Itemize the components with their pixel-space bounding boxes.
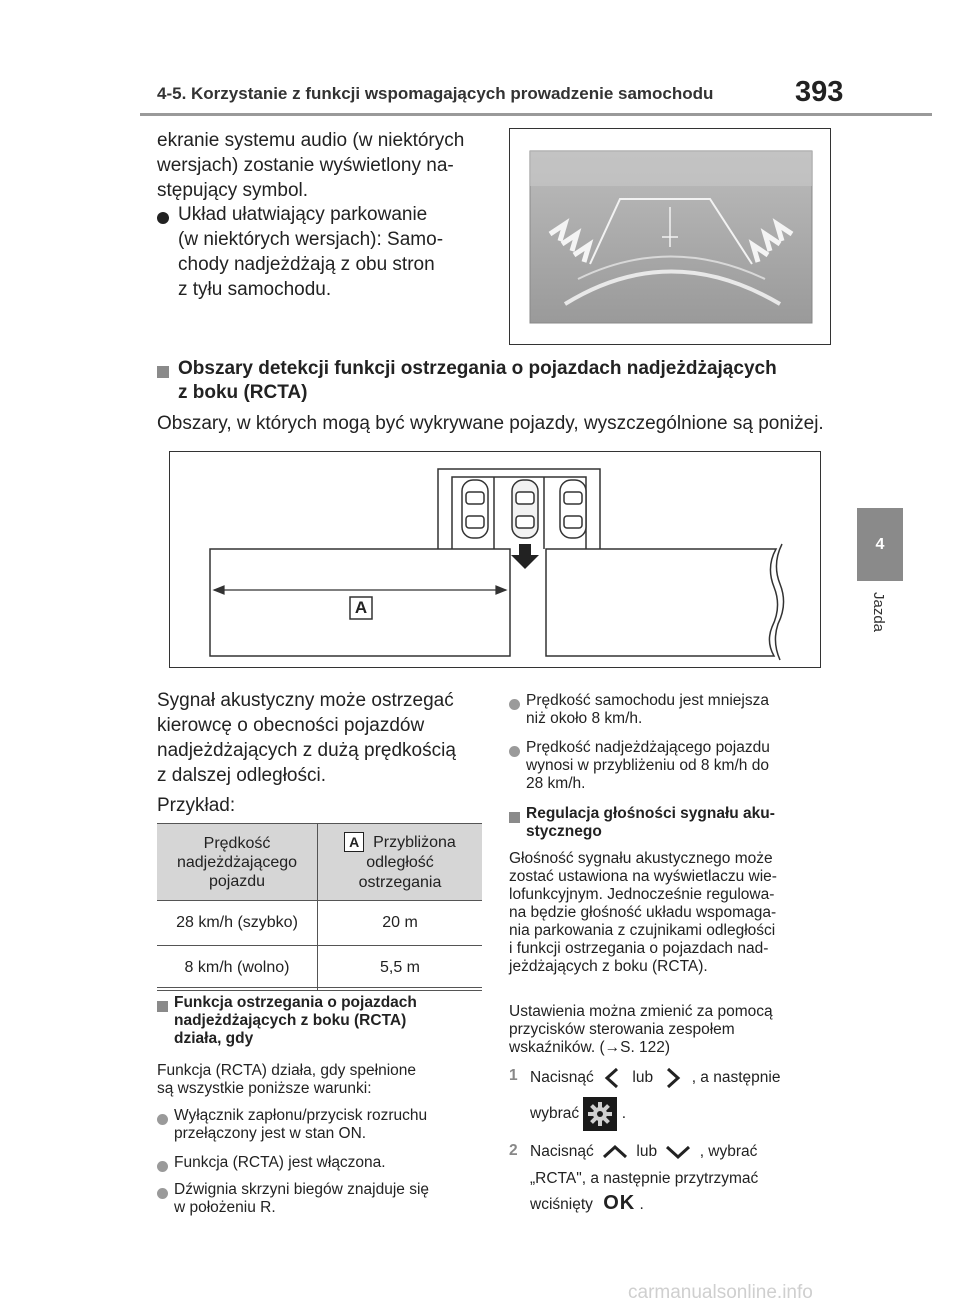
bullet-dot-icon xyxy=(157,1186,168,1204)
condition-item: Funkcja (RCTA) jest włączona. xyxy=(174,1154,386,1171)
watermark: carmanualsonline.info xyxy=(628,1282,813,1303)
volume-description: Głośność sygnału akustycznego może zostać ustawiona na wyświetlaczu wie- lofunkcyjnym. Jednocześnie regulowa- na będzie głośność układu wspomaga- nia parkowania z czujnikami odległości i funkcji ostrzegania o pojazdach nad- jeżdżających z boku (RCTA). xyxy=(509,850,777,975)
condition-item: Prędkość samochodu jest mniejsza niż około 8 km/h. xyxy=(526,692,769,727)
condition-item: Wyłącznik zapłonu/przycisk rozruchu przełączony jest w stan ON. xyxy=(174,1107,428,1142)
ok-button[interactable]: OK xyxy=(603,1192,636,1214)
bullet-dot-icon xyxy=(157,208,169,229)
chapter-tab[interactable]: 4 xyxy=(857,508,903,581)
volume-heading: Regulacja głośności sygnału aku- stycznego xyxy=(526,805,775,840)
chevron-right-icon[interactable] xyxy=(657,1067,687,1089)
page-number: 393 xyxy=(795,76,844,108)
warning-distance-table xyxy=(157,823,482,991)
gear-icon[interactable] xyxy=(583,1097,617,1131)
warning-paragraph: Sygnał akustyczny może ostrzegać kierowcę o obecności pojazdów nadjeżdżających z dużą prędkością z dalszej odległości. xyxy=(157,690,456,786)
table-header-row: Prędkość nadjeżdżającego pojazdu A Przybliżona odległość ostrzegania xyxy=(157,824,482,901)
detection-area-graphic xyxy=(170,452,820,667)
step-number: 2 xyxy=(509,1142,518,1159)
rcta-detection-area-diagram xyxy=(169,451,821,668)
step-2-line-2: „RCTA", a następnie przytrzymać xyxy=(530,1170,759,1187)
condition-item: Prędkość nadjeżdżającego pojazdu wynosi w przybliżeniu od 8 km/h do 28 km/h. xyxy=(526,739,770,792)
step-1-line-2: wybrać . xyxy=(530,1097,626,1131)
table-row: 8 km/h (wolno) 5,5 m xyxy=(157,946,482,991)
rcta-areas-heading: Obszary detekcji funkcji ostrzegania o pojazdach nadjeżdżających z boku (RCTA) xyxy=(178,358,777,403)
section-marker-icon xyxy=(157,999,168,1017)
area-a-label: A xyxy=(354,598,368,617)
rear-camera-display-illustration xyxy=(509,128,831,345)
table-row: 28 km/h (szybko) 20 m xyxy=(157,901,482,946)
bullet-dot-icon xyxy=(509,697,520,715)
section-marker-icon xyxy=(509,810,520,828)
section-marker-icon xyxy=(157,365,169,383)
chevron-down-icon[interactable] xyxy=(661,1142,695,1162)
step-number: 1 xyxy=(509,1067,518,1084)
area-a-badge: A xyxy=(344,832,364,852)
example-label: Przykład: xyxy=(157,795,236,816)
rcta-works-intro: Funkcja (RCTA) działa, gdy spełnione są wszystkie poniższe warunki: xyxy=(157,1062,417,1097)
condition-item: Dźwignia skrzyni biegów znajduje się w położeniu R. xyxy=(174,1181,430,1216)
chevron-left-icon[interactable] xyxy=(598,1067,628,1089)
rcta-areas-description: Obszary, w których mogą być wykrywane pojazdy, wyszczególnione są poniżej. xyxy=(157,413,824,434)
step-2-line-3: wciśnięty OK . xyxy=(530,1192,644,1214)
bullet-dot-icon xyxy=(157,1112,168,1130)
header-rule xyxy=(140,113,932,116)
intro-paragraph: ekranie systemu audio (w niektórych wersjach) zostanie wyświetlony na- stępujący symbol. xyxy=(157,130,465,201)
chapter-title: 4-5. Korzystanie z funkcji wspomagających prowadzenie samochodu xyxy=(157,84,714,103)
parking-assist-bullet: Układ ułatwiający parkowanie (w niektórych wersjach): Samo- chody nadjeżdżają z obu stron z tyłu samochodu. xyxy=(178,204,444,300)
step-1-line-1: Nacisnąć lub , a następnie xyxy=(530,1067,780,1089)
chevron-up-icon[interactable] xyxy=(598,1142,632,1162)
rcta-works-heading: Funkcja ostrzegania o pojazdach nadjeżdżających z boku (RCTA) działa, gdy xyxy=(174,994,417,1047)
step-2-line-1: Nacisnąć lub , wybrać xyxy=(530,1143,758,1161)
section-divider xyxy=(157,987,482,988)
parked-cars-icon xyxy=(462,480,586,538)
bullet-dot-icon xyxy=(157,1159,168,1177)
settings-instructions: Ustawienia można zmienić za pomocą przycisków sterowania zespołem wskaźników. (→S. 122) xyxy=(509,1003,773,1056)
chapter-tab-label: Jazda xyxy=(870,592,887,633)
bullet-dot-icon xyxy=(509,744,520,762)
rear-camera-graphic xyxy=(510,129,830,344)
